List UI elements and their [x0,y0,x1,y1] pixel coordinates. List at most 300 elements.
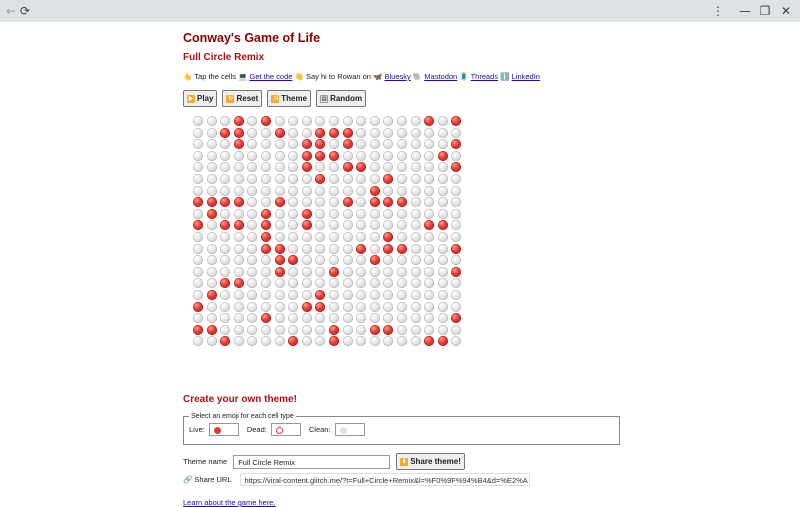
live-cell[interactable] [438,220,448,230]
dead-cell[interactable] [356,278,366,288]
dead-cell[interactable] [343,232,353,242]
live-cell[interactable] [329,267,339,277]
dead-cell[interactable] [247,313,257,323]
dead-cell[interactable] [193,232,203,242]
dead-cell[interactable] [247,209,257,219]
dead-cell[interactable] [193,128,203,138]
live-cell[interactable] [383,244,393,254]
play-button[interactable] [183,90,217,107]
dead-cell[interactable] [451,186,461,196]
live-cell[interactable] [275,197,285,207]
dead-cell[interactable] [424,267,434,277]
back-icon[interactable]: ← [5,4,17,18]
dead-cell[interactable] [207,313,217,323]
dead-cell[interactable] [220,313,230,323]
dead-cell[interactable] [383,220,393,230]
dead-emoji-input[interactable] [271,423,301,436]
theme-name-input[interactable]: Full Circle Remix [233,455,390,469]
dead-cell[interactable] [302,244,312,254]
live-cell[interactable] [315,302,325,312]
dead-cell[interactable] [220,302,230,312]
dead-cell[interactable] [370,278,380,288]
dead-cell[interactable] [397,186,407,196]
dead-cell[interactable] [343,336,353,346]
dead-cell[interactable] [315,244,325,254]
live-cell[interactable] [383,325,393,335]
dead-cell[interactable] [193,151,203,161]
dead-cell[interactable] [315,232,325,242]
dead-cell[interactable] [275,336,285,346]
dead-cell[interactable] [424,197,434,207]
live-cell[interactable] [261,313,271,323]
dead-cell[interactable] [411,244,421,254]
dead-cell[interactable] [275,278,285,288]
dead-cell[interactable] [356,267,366,277]
dead-cell[interactable] [370,267,380,277]
dead-cell[interactable] [424,232,434,242]
live-cell[interactable] [383,197,393,207]
dead-cell[interactable] [356,220,366,230]
dead-cell[interactable] [234,151,244,161]
dead-cell[interactable] [451,336,461,346]
live-cell[interactable] [288,336,298,346]
dead-cell[interactable] [438,209,448,219]
dead-cell[interactable] [343,186,353,196]
dead-cell[interactable] [383,267,393,277]
dead-cell[interactable] [315,313,325,323]
dead-cell[interactable] [438,313,448,323]
dead-cell[interactable] [383,313,393,323]
dead-cell[interactable] [207,232,217,242]
dead-cell[interactable] [288,244,298,254]
dead-cell[interactable] [397,255,407,265]
dead-cell[interactable] [220,267,230,277]
dead-cell[interactable] [356,255,366,265]
live-cell[interactable] [451,116,461,126]
dead-cell[interactable] [329,162,339,172]
live-emoji-input[interactable] [209,423,239,436]
dead-cell[interactable] [397,267,407,277]
live-cell[interactable] [424,220,434,230]
dead-cell[interactable] [356,313,366,323]
live-cell[interactable] [261,116,271,126]
dead-cell[interactable] [451,302,461,312]
live-cell[interactable] [343,197,353,207]
dead-cell[interactable] [411,139,421,149]
dead-cell[interactable] [288,220,298,230]
dead-cell[interactable] [397,302,407,312]
dead-cell[interactable] [383,255,393,265]
dead-cell[interactable] [234,162,244,172]
dead-cell[interactable] [315,267,325,277]
dead-cell[interactable] [207,186,217,196]
live-cell[interactable] [234,220,244,230]
dead-cell[interactable] [234,336,244,346]
dead-cell[interactable] [247,174,257,184]
dead-cell[interactable] [261,139,271,149]
dead-cell[interactable] [343,151,353,161]
dead-cell[interactable] [315,209,325,219]
dead-cell[interactable] [288,151,298,161]
dead-cell[interactable] [411,255,421,265]
dead-cell[interactable] [424,162,434,172]
live-cell[interactable] [343,128,353,138]
dead-cell[interactable] [315,325,325,335]
dead-cell[interactable] [315,186,325,196]
dead-cell[interactable] [397,313,407,323]
dead-cell[interactable] [451,128,461,138]
dead-cell[interactable] [275,325,285,335]
dead-cell[interactable] [383,290,393,300]
dead-cell[interactable] [275,174,285,184]
dead-cell[interactable] [275,162,285,172]
dead-cell[interactable] [275,116,285,126]
dead-cell[interactable] [424,209,434,219]
dead-cell[interactable] [288,278,298,288]
dead-cell[interactable] [220,244,230,254]
live-cell[interactable] [356,244,366,254]
dead-cell[interactable] [207,116,217,126]
dead-cell[interactable] [220,116,230,126]
live-cell[interactable] [234,278,244,288]
dead-cell[interactable] [302,232,312,242]
dead-cell[interactable] [438,174,448,184]
dead-cell[interactable] [424,313,434,323]
dead-cell[interactable] [247,336,257,346]
live-cell[interactable] [193,220,203,230]
dead-cell[interactable] [438,186,448,196]
dead-cell[interactable] [207,336,217,346]
live-cell[interactable] [220,278,230,288]
dead-cell[interactable] [329,290,339,300]
dead-cell[interactable] [275,220,285,230]
dead-cell[interactable] [397,325,407,335]
dead-cell[interactable] [383,139,393,149]
dead-cell[interactable] [397,290,407,300]
dead-cell[interactable] [220,139,230,149]
dead-cell[interactable] [411,151,421,161]
live-cell[interactable] [234,139,244,149]
dead-cell[interactable] [234,174,244,184]
dead-cell[interactable] [247,255,257,265]
dead-cell[interactable] [356,197,366,207]
dead-cell[interactable] [438,267,448,277]
dead-cell[interactable] [288,290,298,300]
dead-cell[interactable] [343,302,353,312]
dead-cell[interactable] [288,116,298,126]
dead-cell[interactable] [370,302,380,312]
dead-cell[interactable] [438,197,448,207]
dead-cell[interactable] [207,220,217,230]
dead-cell[interactable] [247,116,257,126]
dead-cell[interactable] [302,128,312,138]
dead-cell[interactable] [329,244,339,254]
dead-cell[interactable] [383,162,393,172]
dead-cell[interactable] [397,278,407,288]
dead-cell[interactable] [343,325,353,335]
dead-cell[interactable] [370,139,380,149]
dead-cell[interactable] [302,116,312,126]
dead-cell[interactable] [193,209,203,219]
dead-cell[interactable] [356,128,366,138]
dead-cell[interactable] [411,267,421,277]
dead-cell[interactable] [451,232,461,242]
dead-cell[interactable] [288,325,298,335]
live-cell[interactable] [451,313,461,323]
dead-cell[interactable] [275,209,285,219]
dead-cell[interactable] [261,174,271,184]
dead-cell[interactable] [207,267,217,277]
live-cell[interactable] [220,336,230,346]
dead-cell[interactable] [234,267,244,277]
dead-cell[interactable] [302,267,312,277]
dead-cell[interactable] [411,162,421,172]
dead-cell[interactable] [343,209,353,219]
dead-cell[interactable] [275,313,285,323]
live-cell[interactable] [220,128,230,138]
dead-cell[interactable] [424,290,434,300]
dead-cell[interactable] [424,151,434,161]
dead-cell[interactable] [288,174,298,184]
dead-cell[interactable] [207,302,217,312]
dead-cell[interactable] [451,197,461,207]
live-cell[interactable] [383,232,393,242]
dead-cell[interactable] [234,209,244,219]
live-cell[interactable] [356,162,366,172]
dead-cell[interactable] [288,209,298,219]
live-cell[interactable] [261,209,271,219]
live-cell[interactable] [288,255,298,265]
live-cell[interactable] [193,302,203,312]
dead-cell[interactable] [451,209,461,219]
dead-cell[interactable] [397,116,407,126]
dead-cell[interactable] [261,151,271,161]
dead-cell[interactable] [438,128,448,138]
dead-cell[interactable] [356,336,366,346]
live-cell[interactable] [275,244,285,254]
live-cell[interactable] [261,220,271,230]
dead-cell[interactable] [234,290,244,300]
dead-cell[interactable] [220,209,230,219]
live-cell[interactable] [261,244,271,254]
live-cell[interactable] [220,197,230,207]
dead-cell[interactable] [383,278,393,288]
live-cell[interactable] [302,302,312,312]
dead-cell[interactable] [261,290,271,300]
theme-button[interactable] [267,90,311,107]
dead-cell[interactable] [193,162,203,172]
reset-button[interactable] [222,90,262,107]
dead-cell[interactable] [207,151,217,161]
dead-cell[interactable] [397,336,407,346]
live-cell[interactable] [370,255,380,265]
dead-cell[interactable] [288,139,298,149]
dead-cell[interactable] [411,336,421,346]
dead-cell[interactable] [193,267,203,277]
dead-cell[interactable] [247,151,257,161]
dead-cell[interactable] [329,302,339,312]
dead-cell[interactable] [288,186,298,196]
dead-cell[interactable] [234,325,244,335]
dead-cell[interactable] [438,290,448,300]
menu-icon[interactable]: ⋮ [712,4,724,18]
live-cell[interactable] [329,336,339,346]
live-cell[interactable] [315,139,325,149]
dead-cell[interactable] [438,302,448,312]
dead-cell[interactable] [411,302,421,312]
dead-cell[interactable] [343,244,353,254]
dead-cell[interactable] [356,232,366,242]
threads-link[interactable]: Threads [470,72,499,81]
live-cell[interactable] [302,151,312,161]
dead-cell[interactable] [424,244,434,254]
dead-cell[interactable] [275,290,285,300]
bluesky-link[interactable]: Bluesky [384,72,411,81]
dead-cell[interactable] [193,278,203,288]
live-cell[interactable] [261,232,271,242]
dead-cell[interactable] [438,232,448,242]
dead-cell[interactable] [411,313,421,323]
live-cell[interactable] [193,197,203,207]
dead-cell[interactable] [302,255,312,265]
live-cell[interactable] [315,151,325,161]
dead-cell[interactable] [438,162,448,172]
live-cell[interactable] [234,197,244,207]
live-cell[interactable] [329,325,339,335]
dead-cell[interactable] [424,325,434,335]
dead-cell[interactable] [329,209,339,219]
dead-cell[interactable] [247,220,257,230]
dead-cell[interactable] [397,151,407,161]
dead-cell[interactable] [424,128,434,138]
dead-cell[interactable] [234,244,244,254]
dead-cell[interactable] [411,220,421,230]
dead-cell[interactable] [411,209,421,219]
live-cell[interactable] [424,116,434,126]
dead-cell[interactable] [302,313,312,323]
dead-cell[interactable] [247,302,257,312]
dead-cell[interactable] [207,162,217,172]
dead-cell[interactable] [261,162,271,172]
dead-cell[interactable] [438,325,448,335]
dead-cell[interactable] [356,139,366,149]
dead-cell[interactable] [193,336,203,346]
live-cell[interactable] [275,267,285,277]
dead-cell[interactable] [220,290,230,300]
live-cell[interactable] [302,162,312,172]
dead-cell[interactable] [247,278,257,288]
live-cell[interactable] [451,162,461,172]
close-icon[interactable]: ✕ [780,4,792,18]
dead-cell[interactable] [451,151,461,161]
dead-cell[interactable] [302,197,312,207]
dead-cell[interactable] [247,325,257,335]
dead-cell[interactable] [261,278,271,288]
dead-cell[interactable] [288,313,298,323]
dead-cell[interactable] [424,139,434,149]
learn-link[interactable]: Learn about the game here. [183,498,276,507]
dead-cell[interactable] [315,336,325,346]
dead-cell[interactable] [220,151,230,161]
dead-cell[interactable] [193,244,203,254]
dead-cell[interactable] [193,116,203,126]
dead-cell[interactable] [329,232,339,242]
dead-cell[interactable] [193,186,203,196]
dead-cell[interactable] [207,278,217,288]
share-theme-button[interactable] [396,453,465,470]
linkedin-link[interactable]: LinkedIn [511,72,540,81]
dead-cell[interactable] [261,302,271,312]
dead-cell[interactable] [370,232,380,242]
live-cell[interactable] [234,116,244,126]
dead-cell[interactable] [315,220,325,230]
dead-cell[interactable] [383,209,393,219]
dead-cell[interactable] [220,186,230,196]
dead-cell[interactable] [329,278,339,288]
dead-cell[interactable] [356,151,366,161]
dead-cell[interactable] [288,197,298,207]
live-cell[interactable] [451,244,461,254]
dead-cell[interactable] [247,290,257,300]
dead-cell[interactable] [329,139,339,149]
dead-cell[interactable] [438,255,448,265]
dead-cell[interactable] [315,255,325,265]
random-button[interactable] [316,90,366,107]
dead-cell[interactable] [247,139,257,149]
live-cell[interactable] [302,220,312,230]
dead-cell[interactable] [411,278,421,288]
dead-cell[interactable] [370,336,380,346]
dead-cell[interactable] [343,290,353,300]
dead-cell[interactable] [397,139,407,149]
dead-cell[interactable] [370,174,380,184]
dead-cell[interactable] [370,220,380,230]
live-cell[interactable] [343,162,353,172]
restore-icon[interactable]: ❐ [759,4,771,18]
dead-cell[interactable] [261,128,271,138]
dead-cell[interactable] [329,197,339,207]
dead-cell[interactable] [247,232,257,242]
live-cell[interactable] [275,255,285,265]
dead-cell[interactable] [451,290,461,300]
dead-cell[interactable] [343,255,353,265]
dead-cell[interactable] [356,325,366,335]
dead-cell[interactable] [207,128,217,138]
dead-cell[interactable] [275,302,285,312]
dead-cell[interactable] [315,162,325,172]
dead-cell[interactable] [207,174,217,184]
dead-cell[interactable] [451,220,461,230]
dead-cell[interactable] [193,255,203,265]
dead-cell[interactable] [397,128,407,138]
dead-cell[interactable] [329,255,339,265]
live-cell[interactable] [315,128,325,138]
live-cell[interactable] [370,197,380,207]
live-cell[interactable] [193,325,203,335]
dead-cell[interactable] [193,174,203,184]
dead-cell[interactable] [411,197,421,207]
dead-cell[interactable] [383,116,393,126]
dead-cell[interactable] [220,162,230,172]
dead-cell[interactable] [193,139,203,149]
dead-cell[interactable] [302,174,312,184]
dead-cell[interactable] [370,290,380,300]
live-cell[interactable] [397,197,407,207]
dead-cell[interactable] [275,151,285,161]
dead-cell[interactable] [193,290,203,300]
dead-cell[interactable] [261,197,271,207]
dead-cell[interactable] [234,313,244,323]
